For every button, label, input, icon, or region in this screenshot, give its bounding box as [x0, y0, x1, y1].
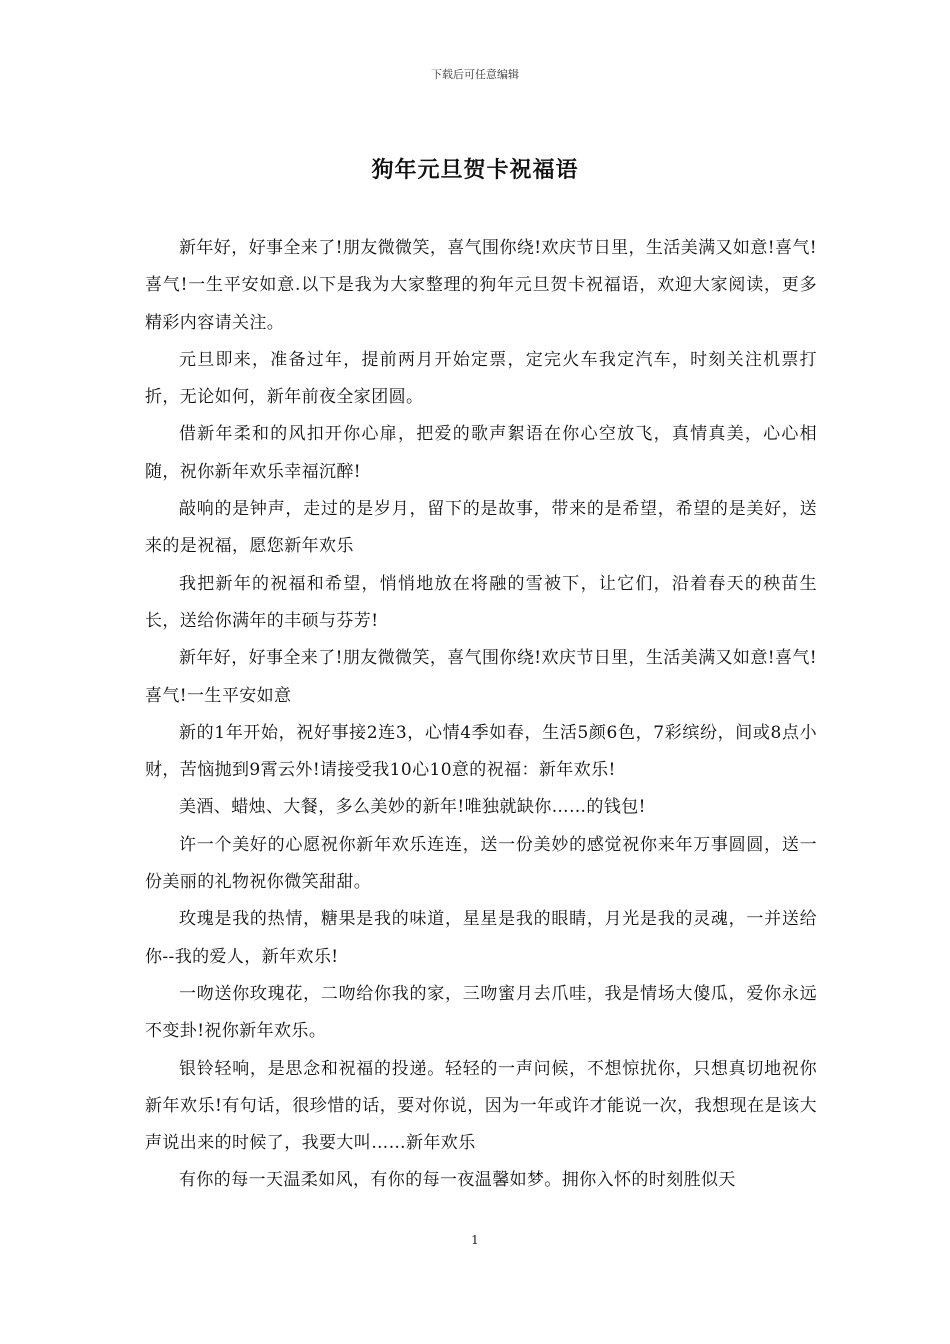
paragraph: 新年好，好事全来了!朋友微微笑，喜气围你绕!欢庆节日里，生活美满又如意!喜气!喜气!一生平安如意.以下是我为大家整理的狗年元旦贺卡祝福语，欢迎大家阅读，更多精彩内容请关注。: [145, 238, 817, 333]
paragraph: 新的1年开始，祝好事接2连3，心情4季如春，生活5颜6色，7彩缤纷，间或8点小财，苦恼抛到9霄云外!请接受我10心10意的祝福：新年欢乐!: [145, 722, 817, 781]
paragraph: 新年好，好事全来了!朋友微微笑，喜气围你绕!欢庆节日里，生活美满又如意!喜气!喜气!一生平安如意: [145, 648, 817, 706]
paragraph: 一吻送你玫瑰花，二吻给你我的家，三吻蜜月去爪哇，我是情场大傻瓜，爱你永远不变卦!祝你新年欢乐。: [145, 983, 817, 1042]
page-number: 1: [471, 1233, 479, 1247]
paragraph: 许一个美好的心愿祝你新年欢乐连连，送一份美妙的感觉祝你来年万事圆圆，送一份美丽的礼物祝你微笑甜甜。: [145, 834, 817, 893]
paragraph: 有你的每一天温柔如风，有你的每一夜温馨如梦。拥你入怀的时刻胜似天: [179, 1170, 736, 1191]
paragraph: 借新年柔和的风扣开你心扉，把爱的歌声絮语在你心空放飞，真情真美，心心相随，祝你新年欢乐幸福沉醉!: [145, 424, 817, 482]
paragraph: 银铃轻响，是思念和祝福的投递。轻轻的一声问候，不想惊扰你，只想真切地祝你新年欢乐!有句话，很珍惜的话，要对你说，因为一年或许才能说一次，我想现在是该大声说出来的时候了，我要大叫……新年欢乐: [145, 1058, 817, 1154]
paragraph: 我把新年的祝福和希望，悄悄地放在将融的雪被下，让它们，沿着春天的秧苗生长，送给你满年的丰硕与芬芳!: [145, 573, 817, 631]
document-body: [145, 230, 817, 1200]
document-title: 狗年元旦贺卡祝福语: [371, 158, 579, 183]
paragraph: 玫瑰是我的热情，糖果是我的味道，星星是我的眼睛，月光是我的灵魂，一并送给你--我的爱人，新年欢乐!: [145, 909, 817, 967]
paragraph: 元旦即来，准备过年，提前两月开始定票，定完火车我定汽车，时刻关注机票打折，无论如何，新年前夜全家团圆。: [145, 349, 817, 408]
paragraph: 美酒、蜡烛、大餐，多么美妙的新年!唯独就缺你……的钱包!: [179, 797, 646, 818]
header-note: 下载后可任意编辑: [431, 68, 519, 81]
paragraph: 敲响的是钟声，走过的是岁月，留下的是故事，带来的是希望，希望的是美好，送来的是祝福，愿您新年欢乐: [145, 499, 817, 557]
